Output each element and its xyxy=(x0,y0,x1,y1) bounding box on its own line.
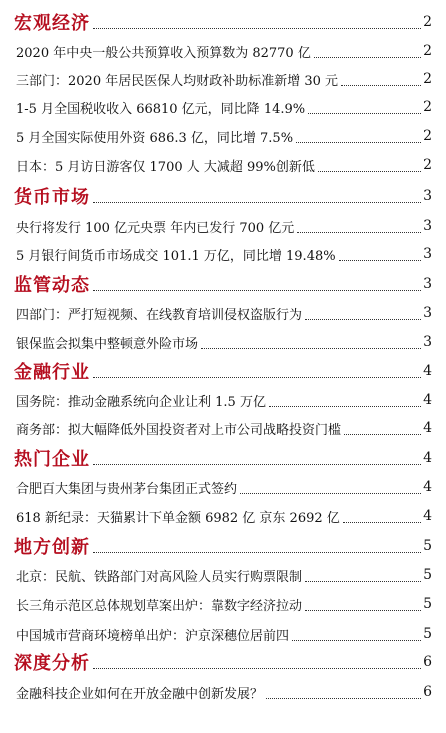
dot-leader xyxy=(297,232,421,233)
toc-entry[interactable] xyxy=(0,330,446,354)
page-number: 3 xyxy=(423,276,432,292)
dot-leader xyxy=(93,552,421,553)
toc-section-heading[interactable] xyxy=(0,534,446,558)
dot-leader xyxy=(292,640,421,641)
page-number: 6 xyxy=(423,684,432,700)
toc-entry[interactable] xyxy=(0,563,446,587)
dot-leader xyxy=(201,348,421,349)
toc-entry[interactable] xyxy=(0,680,446,704)
page-number: 4 xyxy=(423,392,432,408)
dot-leader xyxy=(344,434,421,435)
dot-leader xyxy=(266,698,421,699)
entry-title: 合肥百大集团与贵州茅台集团正式签约 xyxy=(16,481,238,497)
section-title: 货币市场 xyxy=(14,187,90,208)
dot-leader xyxy=(305,581,421,582)
toc-entry[interactable] xyxy=(0,153,446,177)
page-number: 3 xyxy=(423,218,432,234)
dot-leader xyxy=(305,610,421,611)
dot-leader xyxy=(93,290,421,291)
toc-section-heading[interactable] xyxy=(0,359,446,383)
toc-section-heading[interactable] xyxy=(0,446,446,470)
entry-title: 三部门：2020 年居民医保人均财政补助标准新增 30 元 xyxy=(16,73,339,89)
page-number: 2 xyxy=(423,71,432,87)
page-number: 5 xyxy=(423,626,432,642)
page-number: 2 xyxy=(423,14,432,30)
page-number: 4 xyxy=(423,450,432,466)
dot-leader xyxy=(308,113,421,114)
page-number: 5 xyxy=(423,538,432,554)
toc-entry[interactable] xyxy=(0,622,446,646)
entry-title: 国务院：推动金融系统向企业让利 1.5 万亿 xyxy=(16,394,266,410)
toc-section-heading[interactable] xyxy=(0,184,446,208)
entry-title: 5 月银行间货币市场成交 101.1 万亿，同比增 19.48% xyxy=(16,248,336,264)
section-title: 金融行业 xyxy=(14,362,90,383)
toc-entry[interactable] xyxy=(0,416,446,440)
entry-title: 中国城市营商环境榜单出炉：沪京深穗位居前四 xyxy=(16,628,290,644)
page-number: 3 xyxy=(423,334,432,350)
toc-entry[interactable] xyxy=(0,592,446,616)
entry-title: 金融科技企业如何在开放金融中创新发展？ xyxy=(16,686,264,702)
entry-title: 央行将发行 100 亿元央票 年内已发行 700 亿元 xyxy=(16,220,295,236)
dot-leader xyxy=(341,85,421,86)
entry-title: 2020 年中央一般公共预算收入预算数为 82770 亿 xyxy=(16,45,311,61)
page-number: 4 xyxy=(423,479,432,495)
dot-leader xyxy=(305,319,421,320)
toc-section-heading[interactable] xyxy=(0,650,446,674)
entry-title: 5 月全国实际使用外资 686.3 亿，同比增 7.5% xyxy=(16,130,294,146)
dot-leader xyxy=(314,57,421,58)
entry-title: 日本：5 月访日游客仅 1700 人 大减超 99%创新低 xyxy=(16,159,315,175)
toc-entry[interactable] xyxy=(0,67,446,91)
toc-entry[interactable] xyxy=(0,39,446,63)
toc-entry[interactable] xyxy=(0,504,446,528)
toc-entry[interactable] xyxy=(0,475,446,499)
toc-entry[interactable] xyxy=(0,214,446,238)
page-number: 2 xyxy=(423,99,432,115)
entry-title: 618 新纪录：天猫累计下单金额 6982 亿 京东 2692 亿 xyxy=(16,510,340,526)
entry-title: 商务部：拟大幅降低外国投资者对上市公司战略投资门槛 xyxy=(16,422,342,438)
dot-leader xyxy=(343,522,421,523)
page-number: 4 xyxy=(423,363,432,379)
page-number: 2 xyxy=(423,157,432,173)
entry-title: 银保监会拟集中整顿意外险市场 xyxy=(16,336,199,352)
toc-entry[interactable] xyxy=(0,95,446,119)
page-number: 2 xyxy=(423,128,432,144)
section-title: 监管动态 xyxy=(14,275,90,296)
dot-leader xyxy=(93,668,421,669)
toc-entry[interactable] xyxy=(0,124,446,148)
toc-entry[interactable] xyxy=(0,301,446,325)
toc-entry[interactable] xyxy=(0,388,446,412)
toc-section-heading[interactable] xyxy=(0,272,446,296)
section-title: 热门企业 xyxy=(14,449,90,470)
dot-leader xyxy=(93,202,421,203)
page-number: 2 xyxy=(423,43,432,59)
entry-title: 长三角示范区总体规划草案出炉：靠数字经济拉动 xyxy=(16,598,303,614)
toc-entry[interactable] xyxy=(0,242,446,266)
section-title: 宏观经济 xyxy=(14,13,90,34)
section-title: 地方创新 xyxy=(14,537,90,558)
page-number: 3 xyxy=(423,246,432,262)
dot-leader xyxy=(240,493,421,494)
section-title: 深度分析 xyxy=(14,653,90,674)
page-number: 6 xyxy=(423,654,432,670)
dot-leader xyxy=(318,171,421,172)
dot-leader xyxy=(93,464,421,465)
page-number: 3 xyxy=(423,188,432,204)
dot-leader xyxy=(93,377,421,378)
page-number: 3 xyxy=(423,305,432,321)
page-number: 4 xyxy=(423,420,432,436)
dot-leader xyxy=(93,28,421,29)
toc-section-heading[interactable] xyxy=(0,10,446,34)
dot-leader xyxy=(339,260,421,261)
entry-title: 1-5 月全国税收收入 66810 亿元，同比降 14.9% xyxy=(16,101,306,117)
entry-title: 四部门：严打短视频、在线教育培训侵权盗版行为 xyxy=(16,307,303,323)
entry-title: 北京：民航、铁路部门对高风险人员实行购票限制 xyxy=(16,569,303,585)
dot-leader xyxy=(296,142,421,143)
dot-leader xyxy=(269,406,421,407)
page-number: 4 xyxy=(423,508,432,524)
page-number: 5 xyxy=(423,596,432,612)
page-number: 5 xyxy=(423,567,432,583)
